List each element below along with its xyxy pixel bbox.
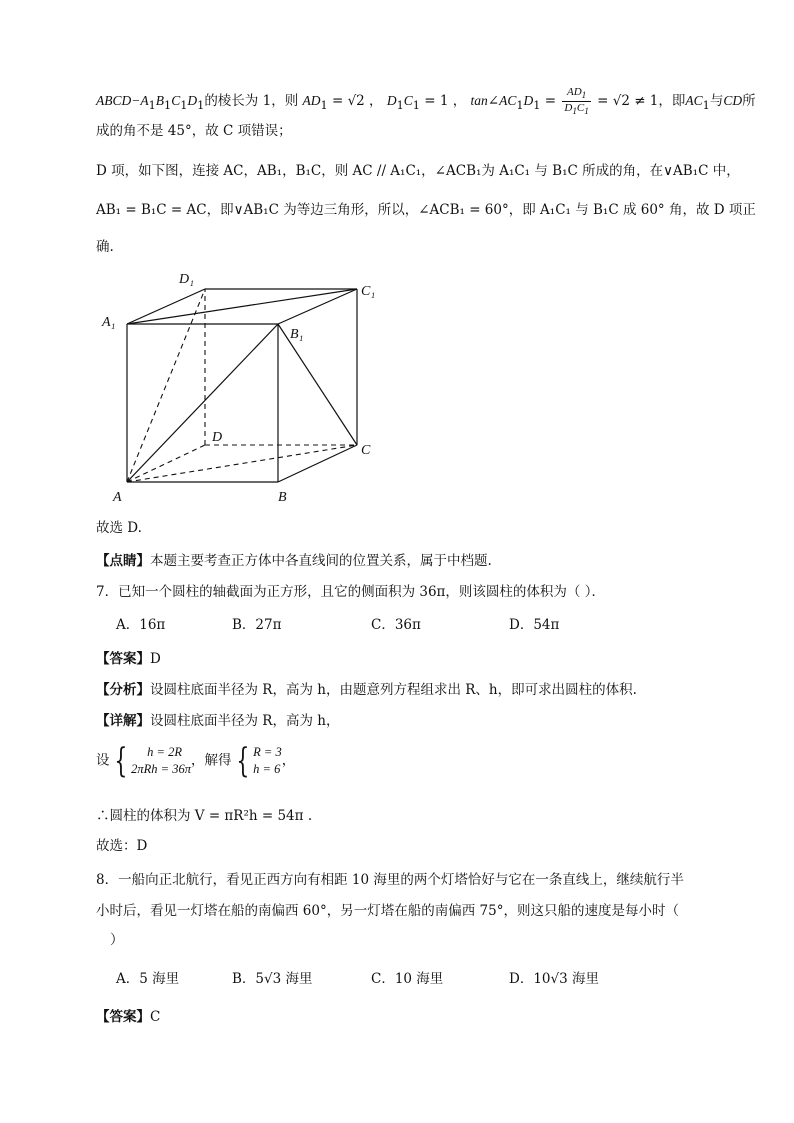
comment-line bbox=[96, 551, 492, 571]
edge-b-c bbox=[278, 445, 357, 482]
text-yu: 与 bbox=[709, 93, 724, 110]
q8-stem-1: 8．一船向正北航行，看见正西方向有相距 10 海里的两个灯塔恰好与它在一条直线上，继续航行半 bbox=[96, 872, 684, 888]
edge-b1-c bbox=[278, 324, 357, 445]
solution-line-4: AB₁ = B₁C = AC，即∨AB₁C 为等边三角形，所以，∠ACB₁ = 60°，即 A₁C₁ 与 B₁C 成 60° 角，故 D 项正 bbox=[96, 202, 756, 218]
answer-tag: 【答案】 bbox=[96, 1009, 150, 1025]
q7-option-b: B．27π bbox=[232, 617, 282, 633]
solution-values bbox=[253, 744, 282, 778]
left-brace: { bbox=[113, 741, 127, 781]
answer-value: C bbox=[150, 1009, 161, 1025]
left-brace-2: { bbox=[235, 741, 249, 781]
set-label: 设 bbox=[96, 752, 110, 769]
frac-num: AD bbox=[566, 86, 582, 98]
q7-equation-system bbox=[96, 741, 296, 781]
frac-den: D bbox=[564, 102, 573, 115]
edge-a1-c1 bbox=[127, 289, 357, 324]
solution-line-3: D 项，如下图，连接 AC，AB₁，B₁C，则 AC // A₁C₁，∠ACB₁为 A₁C₁ 与 B₁C 所成的角，在∨AB₁C 中， bbox=[96, 163, 740, 179]
q8-option-d: D．10√3 海里 bbox=[509, 971, 599, 987]
sol-b: h = 6 bbox=[253, 762, 281, 776]
q8-stem-2: 小时后，看见一灯塔在船的南偏西 60°，另一灯塔在船的南偏西 75°，则这只船的速度是每小时（ bbox=[96, 903, 679, 919]
sol-end: ， bbox=[281, 752, 296, 769]
label-D: D bbox=[212, 430, 223, 445]
q8-answer bbox=[96, 1007, 160, 1027]
eq-b: 2πRh = 36π bbox=[131, 762, 191, 776]
answer-tag: 【答案】 bbox=[96, 651, 150, 667]
q8-stem-3: ） bbox=[110, 932, 124, 948]
choose-d: 故选 D. bbox=[96, 520, 142, 536]
q8-option-a: A．5 海里 bbox=[116, 971, 180, 987]
solution-line-1: $ABCD-A_1B_1C_1D_1$的棱长为 1，则 $AD_1 = √2$ ， $D_1C_1 = 1$ ， $\tan\angle AC_1D_1$ = $\frac{AD_1}{D_1C_1}$ = √2 ≠ 1，即$AC_1$与CD所 bbox=[96, 86, 756, 117]
analysis-tag: 【分析】 bbox=[96, 682, 150, 698]
label-A: A bbox=[113, 490, 122, 505]
q7-option-a: A．16π bbox=[116, 617, 166, 633]
q8-option-c: C．10 海里 bbox=[371, 971, 444, 987]
q7-option-d: D．54π bbox=[509, 617, 560, 633]
q8-option-b: B．5√3 海里 bbox=[232, 971, 313, 987]
cd-symbol: CD bbox=[723, 93, 743, 109]
label-C: C bbox=[361, 443, 371, 458]
label-C1: C₁ bbox=[361, 284, 376, 299]
comment-text: 本题主要考查正方体中各直线间的位置关系，属于中档题. bbox=[150, 553, 492, 569]
cube-figure bbox=[95, 262, 395, 507]
label-B1: B₁ bbox=[290, 327, 304, 342]
eq3: = √2 ≠ 1，即 bbox=[592, 93, 686, 110]
sol-a: R = 3 bbox=[253, 745, 282, 759]
detail-tag: 【详解】 bbox=[96, 713, 150, 729]
analysis-text: 设圆柱底面半径为 R，高为 h，由题意列方程组求出 R、h，即可求出圆柱的体积. bbox=[150, 682, 637, 698]
text: 的棱长为 1，则 bbox=[204, 93, 299, 110]
q7-analysis bbox=[96, 680, 637, 700]
eq1: = √2 ， bbox=[327, 93, 383, 110]
q7-detail bbox=[96, 711, 339, 731]
edge-a-c bbox=[127, 445, 357, 482]
ad1-symbol: AD bbox=[302, 93, 321, 109]
solution-line-2: 成的角不是 45°，故 C 项错误； bbox=[96, 123, 292, 139]
detail-text: 设圆柱底面半径为 R，高为 h， bbox=[150, 713, 340, 729]
solution-line-5: 确. bbox=[96, 239, 114, 255]
text-suo: 所 bbox=[742, 93, 756, 110]
tan-expr: tan∠AC bbox=[470, 93, 517, 109]
comment-tag: 【点睛】 bbox=[96, 553, 150, 569]
edge-a-d bbox=[127, 445, 205, 482]
label-D1: D₁ bbox=[179, 272, 194, 287]
q7-answer bbox=[96, 649, 161, 669]
q7-volume: ∴圆柱的体积为 V = πR²h = 54π . bbox=[96, 808, 313, 824]
solve-label: ，解得 bbox=[191, 752, 232, 769]
edge-b1-c1 bbox=[278, 289, 357, 324]
d1c1-symbol: D bbox=[386, 93, 397, 109]
edge-a-b1 bbox=[127, 324, 278, 482]
edge-a1-d1 bbox=[127, 289, 205, 324]
q7-choose: 故选：D bbox=[96, 838, 148, 854]
ac1-symbol: AC bbox=[685, 93, 703, 109]
eq2: = 1 ， bbox=[419, 93, 467, 110]
eq-a: h = 2R bbox=[147, 745, 182, 759]
fraction: $\frac{AD_1}{D_1C_1}$ bbox=[564, 86, 589, 117]
q7-option-c: C．36π bbox=[371, 617, 421, 633]
cube-name: ABCD−A bbox=[96, 93, 149, 109]
answer-value: D bbox=[150, 651, 161, 667]
label-B: B bbox=[278, 490, 287, 505]
label-A1: A₁ bbox=[102, 315, 116, 330]
q7-stem: 7．已知一个圆柱的轴截面为正方形，且它的侧面积为 36π，则该圆柱的体积为（ ）． bbox=[96, 584, 605, 600]
system-equations bbox=[131, 744, 191, 778]
